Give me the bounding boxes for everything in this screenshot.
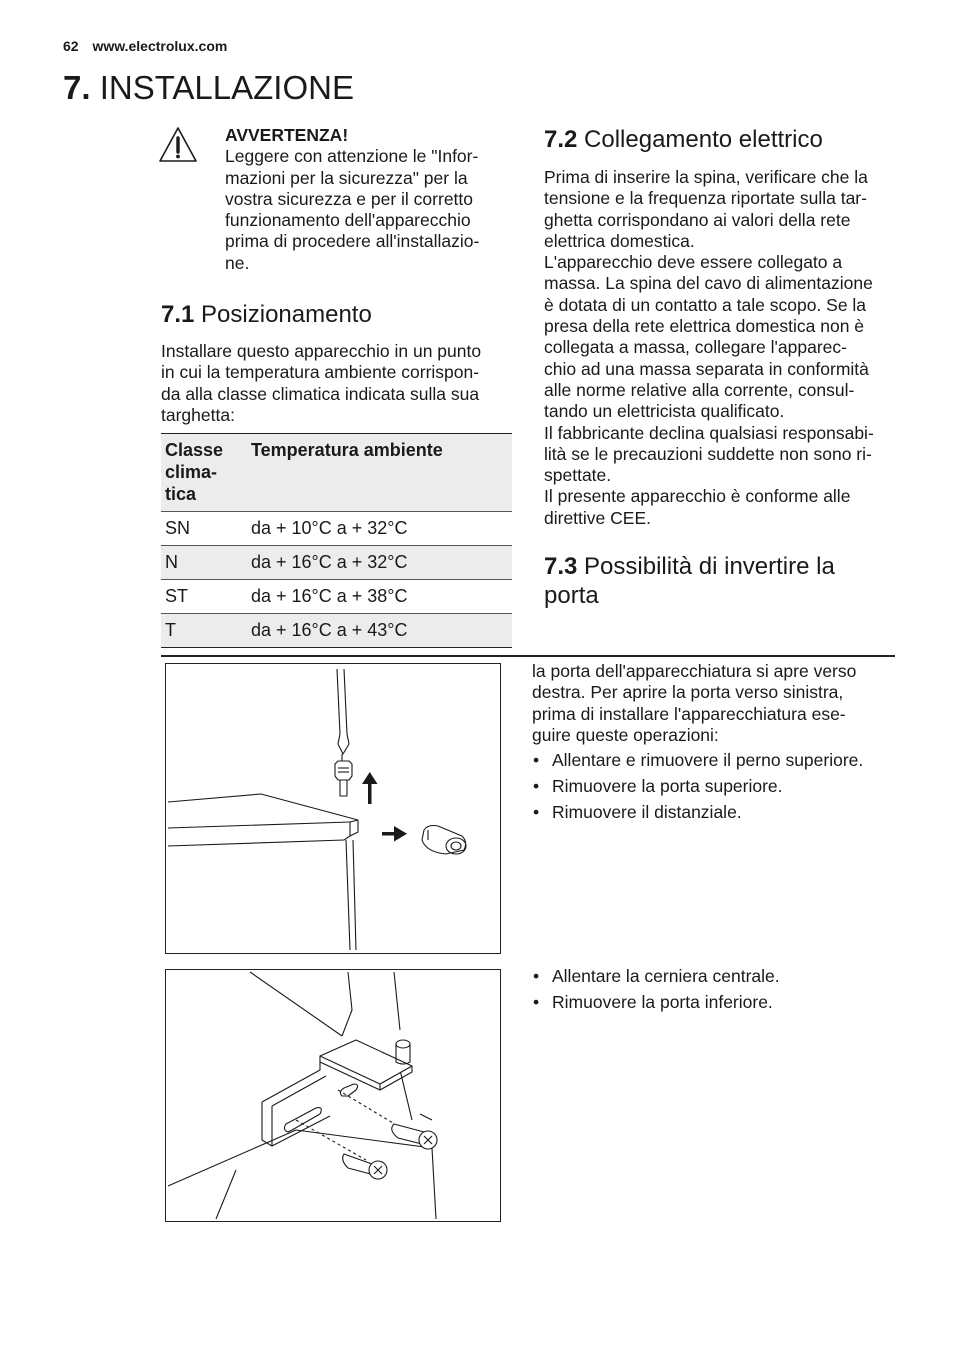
paragraph-line: Il presente apparecchio è conforme alle xyxy=(544,486,851,507)
paragraph-line: presa della rete elettrica domestica non è xyxy=(544,316,865,337)
chapter-title-text: INSTALLAZIONE xyxy=(99,69,354,106)
figure-upper-hinge xyxy=(165,663,501,954)
page-number: 62 xyxy=(63,38,79,54)
figure-middle-hinge xyxy=(165,969,501,1222)
section-title: Posizionamento xyxy=(201,301,372,328)
climate-class-table xyxy=(161,433,512,648)
website-link[interactable]: www.electrolux.com xyxy=(92,38,228,54)
paragraph-line: è dotata di un contatto a tale scopo. Se la xyxy=(544,294,867,315)
steps-list-2 xyxy=(532,966,912,1018)
list-item: • Rimuovere la porta superiore. xyxy=(532,776,912,797)
warning-line: ne. xyxy=(225,252,250,273)
header-class xyxy=(161,434,247,512)
paragraph-line: collegata a massa, collegare l'apparec- xyxy=(544,337,847,358)
paragraph-line: tensione e la frequenza riportate sulla tar- xyxy=(544,188,867,209)
paragraph-line: tando un elettricista qualificato. xyxy=(544,401,785,422)
range-cell: da + 10°C a + 32°C xyxy=(247,512,512,546)
header-temperature: Temperatura ambiente xyxy=(251,440,443,460)
section-7-2-heading xyxy=(544,125,823,154)
warning-triangle-icon xyxy=(158,126,198,164)
paragraph-line: destra. Per aprire la porta verso sinistra, xyxy=(532,682,844,703)
warning-line: Leggere con attenzione le "Infor- xyxy=(225,146,479,167)
page-header xyxy=(63,38,227,54)
paragraph-line: elettrica domestica. xyxy=(544,230,695,251)
section-title-line: porta xyxy=(544,582,599,609)
paragraph-line: la porta dell'apparecchiatura si apre verso xyxy=(532,661,857,681)
paragraph-line: direttive CEE. xyxy=(544,507,651,528)
range-cell: da + 16°C a + 32°C xyxy=(247,546,512,580)
paragraph-line: massa. La spina del cavo di alimentazione xyxy=(544,273,873,294)
list-item: • Allentare e rimuovere il perno superiore. xyxy=(532,750,912,771)
table-row xyxy=(161,580,512,614)
class-cell: SN xyxy=(161,512,247,546)
chapter-title xyxy=(63,68,354,108)
section-7-1-paragraph xyxy=(161,341,511,426)
paragraph-line: spettate. xyxy=(544,465,612,486)
header-class-line: Classe xyxy=(165,440,224,460)
paragraph-line: da alla classe climatica indicata sulla sua xyxy=(161,383,480,404)
paragraph-line: guire queste operazioni: xyxy=(532,724,719,745)
warning-line: vostra sicurezza e per il corretto xyxy=(225,188,474,209)
warning-line: mazioni per la sicurezza" per la xyxy=(225,167,468,188)
paragraph-line: L'apparecchio deve essere collegato a xyxy=(544,252,843,273)
warning-title: AVVERTENZA! xyxy=(225,125,349,145)
class-cell: ST xyxy=(161,580,247,614)
section-number: 7.1 xyxy=(161,301,195,328)
paragraph-line: ghetta corrispondano ai valori della rete xyxy=(544,209,851,230)
section-title: Collegamento elettrico xyxy=(584,126,823,153)
paragraph-line: targhetta: xyxy=(161,404,235,425)
table-row xyxy=(161,546,512,580)
section-7-3-heading xyxy=(544,552,884,610)
chapter-number: 7. xyxy=(63,69,91,106)
list-item: • Rimuovere il distanziale. xyxy=(532,802,912,823)
section-title-line: Possibilità di invertire la xyxy=(584,553,835,580)
range-cell: da + 16°C a + 38°C xyxy=(247,580,512,614)
table-row xyxy=(161,614,512,648)
paragraph-line: in cui la temperatura ambiente corrispon- xyxy=(161,362,480,383)
paragraph-line: Prima di inserire la spina, verificare che la xyxy=(544,167,868,187)
class-cell: N xyxy=(161,546,247,580)
section-divider xyxy=(161,655,895,657)
section-7-1-heading xyxy=(161,300,372,329)
header-class-line: clima- xyxy=(165,462,218,482)
paragraph-line: lità se le precauzioni suddette non sono ri- xyxy=(544,443,872,464)
paragraph-line: Installare questo apparecchio in un punto xyxy=(161,341,482,361)
warning-line: funzionamento dell'apparecchio xyxy=(225,210,471,231)
warning-line: prima di procedere all'installazio- xyxy=(225,231,480,252)
paragraph-line: alle norme relative alla corrente, consul- xyxy=(544,379,855,400)
paragraph-line: prima di installare l'apparecchiatura ese- xyxy=(532,703,846,724)
steps-list-1 xyxy=(532,750,912,828)
table-row xyxy=(161,512,512,546)
header-class-line: tica xyxy=(165,484,197,504)
list-item: • Allentare la cerniera centrale. xyxy=(532,966,912,987)
section-7-3-intro xyxy=(532,661,892,746)
section-number: 7.3 xyxy=(544,553,578,580)
class-cell: T xyxy=(161,614,247,648)
range-cell: da + 16°C a + 43°C xyxy=(247,614,512,648)
warning-block xyxy=(225,125,507,274)
paragraph-line: Il fabbricante declina qualsiasi responsabi- xyxy=(544,422,874,443)
section-7-2-paragraph xyxy=(544,167,900,529)
section-number: 7.2 xyxy=(544,126,578,153)
paragraph-line: chio ad una massa separata in conformità xyxy=(544,358,869,379)
table-header-row xyxy=(161,434,512,512)
list-item: • Rimuovere la porta inferiore. xyxy=(532,992,912,1013)
